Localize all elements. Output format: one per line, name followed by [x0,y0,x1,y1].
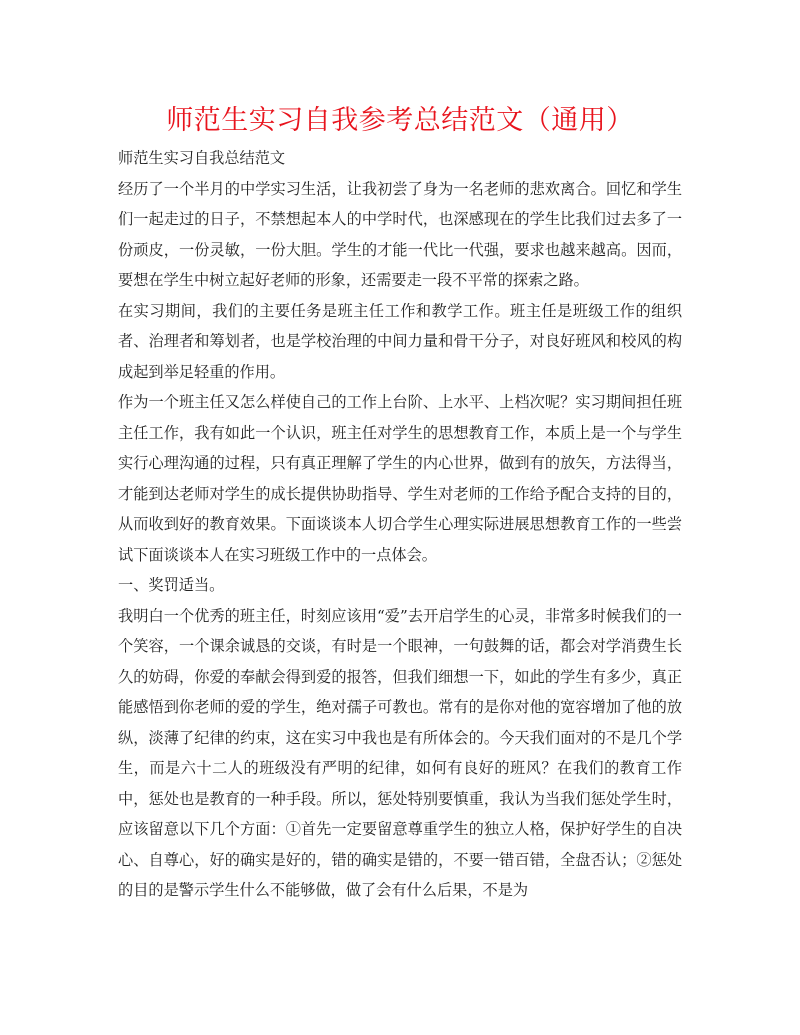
body-paragraph: 作为一个班主任又怎么样使自己的工作上台阶、上水平、上档次呢？实习期间担任班主任工作，我有如此一个认识，班主任对学生的思想教育工作，本质上是一个与学生实行心理沟通的过程，只有真正理解了学生的内心世界，做到有的放矢，方法得当，才能到达老师对学生的成长提供协助指导、学生对老师的工作给予配合支持的目的，从而收到好的教育效果。下面谈谈本人切合学生心理实际进展思想教育工作的一些尝试下面谈谈本人在实习班级工作中的一点体会。 [118,393,682,564]
document-title: 师范生实习自我参考总结范文（通用） [166,105,634,136]
body-paragraph: 我明白一个优秀的班主任，时刻应该用“爱”去开启学生的心灵，非常多时候我们的一个笑容，一个课余诚恳的交谈，有时是一个眼神，一句鼓舞的话，都会对学消费生长久的妨碍，你爱的奉献会得到爱的报答，但我们细想一下，如此的学生有多少，真正能感悟到你老师的爱的学生，绝对孺子可教也。常有的是你对他的宽容增加了他的放纵，淡薄了纪律的约束，这在实习中我也是有所体会的。今天我们面对的不是几个学生，而是六十二人的班级没有严明的纪律，如何有良好的班风？在我们的教育工作中，惩处也是教育的一种手段。所以，惩处特别要慎重，我认为当我们惩处学生时，应该留意以下几个方面：①首先一定要留意尊重学生的独立人格，保护好学生的自决心、自尊心，好的确实是好的，错的确实是错的，不要一错百错，全盘否认；②惩处的目的是警示学生什么不能够做，做了会有什么后果，不是为 [118,606,682,899]
section-heading: 一、奖罚适当。 [118,576,225,594]
body-paragraph: 经历了一个半月的中学实习生活，让我初尝了身为一名老师的悲欢离合。回忆和学生们一起走过的日子，不禁想起本人的中学时代，也深感现在的学生比我们过去多了一份顽皮，一份灵敏，一份大胆。学生的才能一代比一代强，要求也越来越高。因而，要想在学生中树立起好老师的形象，还需要走一段不平常的探索之路。 [118,179,682,289]
subtitle-paragraph: 师范生实习自我总结范文 [118,149,286,167]
document-body [118,143,682,906]
body-paragraph: 在实习期间，我们的主要任务是班主任工作和教学工作。班主任是班级工作的组织者、治理者和筹划者，也是学校治理的中间力量和骨干分子，对良好班风和校风的构成起到举足轻重的作用。 [118,301,682,381]
